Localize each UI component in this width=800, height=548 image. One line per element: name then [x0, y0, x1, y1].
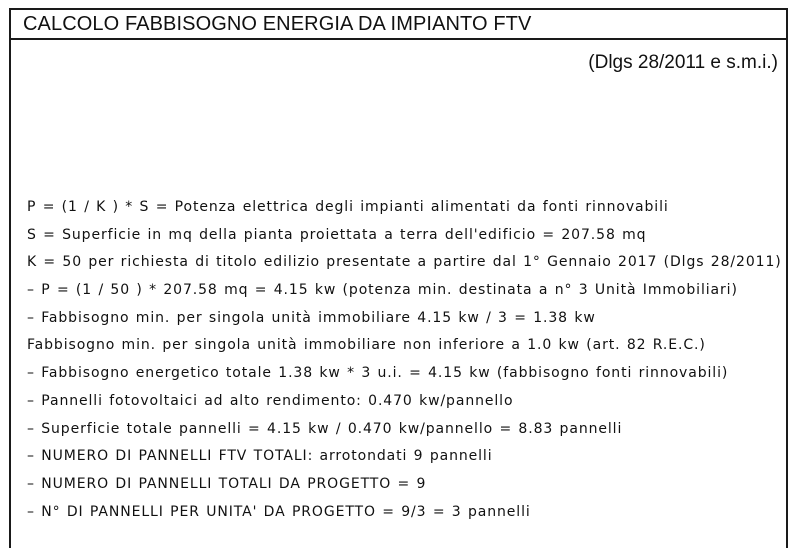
calc-line-panel-count: – Superficie totale pannelli = 4.15 kw / 0.470 kw/pannello = 8.83 pannelli [27, 420, 623, 437]
calc-line-power: – P = (1 / 50 ) * 207.58 mq = 4.15 kw (potenza min. destinata a n° 3 Unità Immobiliari) [27, 282, 738, 299]
calc-line-panel-rating: – Pannelli fotovoltaici ad alto rendimento: 0.470 kw/pannello [27, 392, 514, 409]
calculation-list [27, 194, 787, 526]
calc-line-project-panels: – NUMERO DI PANNELLI TOTALI DA PROGETTO = 9 [27, 475, 427, 492]
calc-line-surface: S = Superficie in mq della pianta proiettata a terra dell'edificio = 207.58 mq [27, 226, 647, 243]
calc-line-minimum-need: Fabbisogno min. per singola unità immobiliare non inferiore a 1.0 kw (art. 82 R.E.C.) [27, 337, 706, 354]
calc-line-total-need: – Fabbisogno energetico totale 1.38 kw * 3 u.i. = 4.15 kw (fabbisogno fonti rinnovabili) [27, 365, 729, 382]
title-bar [11, 10, 786, 40]
legal-reference: (Dlgs 28/2011 e s.m.i.) [588, 52, 778, 73]
calc-line-coefficient: K = 50 per richiesta di titolo edilizio presentate a partire dal 1° Gennaio 2017 (Dlgs 28/2011) [27, 254, 782, 271]
calc-line-panels-per-unit: – N° DI PANNELLI PER UNITA' DA PROGETTO = 9/3 = 3 pannelli [27, 503, 531, 520]
calc-line-rounded-panels: – NUMERO DI PANNELLI FTV TOTALI: arrotondati 9 pannelli [27, 448, 493, 465]
document-title: CALCOLO FABBISOGNO ENERGIA DA IMPIANTO FTV [23, 13, 532, 35]
calc-line-formula: P = (1 / K ) * S = Potenza elettrica degli impianti alimentati da fonti rinnovabili [27, 199, 669, 215]
document-frame [9, 8, 788, 548]
calc-line-unit-need: – Fabbisogno min. per singola unità immobiliare 4.15 kw / 3 = 1.38 kw [27, 309, 596, 326]
